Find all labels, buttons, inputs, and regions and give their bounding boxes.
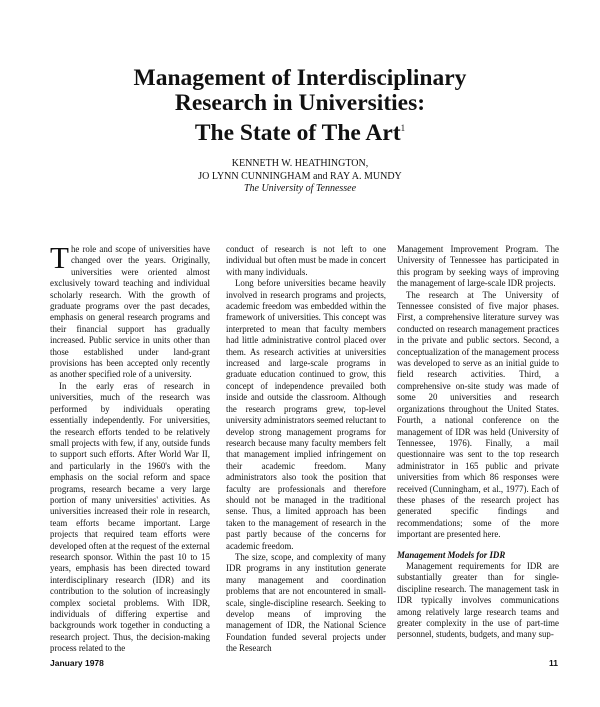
title-line-2: Research in Universities: <box>174 90 426 116</box>
page-number: 11 <box>549 658 558 668</box>
paragraph: Management Improvement Program. The University of Tennessee has participated in this program by seeking ways of improving the management of large-scale IDR projects. <box>397 244 559 289</box>
title-line-1: Management of Interdisciplinary <box>133 65 467 91</box>
footer-date: January 1978 <box>50 658 104 668</box>
section-heading: Management Models for IDR <box>397 549 506 560</box>
article-title <box>100 66 500 146</box>
title-line-3-text: The State of The Art <box>194 119 401 146</box>
paragraph: he role and scope of universities have changed over the years. Originally, universities were oriented almost exclusively toward teaching and individual scholarly research. With the growth of graduate programs over the past decades, emphasis on general research programs and their financial support has gradually increased. Public service in units other than those established under land-grant provisions has been accepted only recently as another specified role of a university. <box>50 244 210 380</box>
paragraph: The size, scope, and complexity of many IDR programs in any institution generate many management and coordination problems that are not encountered in small-scale, single-discipline research. Seeking to develop means of improving the management of IDR, the National Science Foundation funded several projects under the Research <box>226 551 386 654</box>
paragraph: Long before universities became heavily involved in research programs and projects, academic freedom was embedded within the framework of universities. This concept was interpreted to mean that faculty members had little administrative control placed over them. As research activities at universities increased and large-scale programs in graduate education continued to grow, this concept of independence prevailed both inside and outside the classroom. Although the research programs grew, top-level university administrators seemed reluctant to develop strong management programs for research because many faculty members felt that management implied infringement on their academic freedom. Many administrators also took the position that faculty are professionals and therefore should not be managed in the traditional sense. Thus, a limited approach has been taken to the management of research in the past partly because of the concerns for academic freedom. <box>226 278 386 551</box>
body-column-1 <box>50 240 210 655</box>
author-affiliation: The University of Tennessee <box>243 183 357 194</box>
author-line-2: JO LYNN CUNNINGHAM and RAY A. MUNDY <box>198 170 402 182</box>
author-line-1: KENNETH W. HEATHINGTON, <box>231 158 369 169</box>
author-block <box>120 158 480 196</box>
paragraph: In the early eras of research in universities, much of the research was performed by individuals operating essentially independently. For universities, the research efforts tended to be relatively small projects with few, if any, outside funds to support such efforts. After World War II, and particularly in the 1960's with the emphasis on the social reform and space programs, research became a very large portion of many universities' activities. As universities increased their role in research, team efforts became important. Large projects that required team efforts were developed often at the request of the external research sponsor. Within the past 10 to 15 years, emphasis has been directed toward interdisciplinary research (IDR) and its contribution to the solution of increasingly complex societal problems. With IDR, individuals of differing expertise and backgrounds work together in conducting a research project. Thus, the decision-making process related to the <box>50 380 210 654</box>
body-column-3 <box>397 244 559 641</box>
paragraph: The research at The University of Tennessee consisted of five major phases. First, a comprehensive literature survey was conducted on research management practices in the private and public sectors. Second, a conceptualization of the management process was developed to serve as an initial guide to field research activities. Third, a comprehensive on-site study was made of some 20 universities and research organizations throughout the United States. Fourth, a national conference on the management of IDR was held (University of Tennessee, 1976). Finally, a mail questionnaire was sent to the top research administrator in 165 public and private universities from which 86 responses were received (Cunningham, et al., 1977). Each of these phases of the research project has generated specific findings and recommendations; some of the more important are presented here. <box>397 289 559 540</box>
title-line-3 <box>100 116 500 146</box>
drop-cap: T <box>50 240 69 275</box>
title-footnote-marker: 1 <box>400 123 406 133</box>
paragraph: conduct of research is not left to one individual but often must be made in concert with many individuals. <box>226 244 386 277</box>
paragraph: Management requirements for IDR are substantially greater than for single-discipline research. The management task in IDR typically involves communications among relatively large research teams and greater complexity in the use of part-time personnel, students, budgets, and many sup- <box>397 560 559 640</box>
body-column-2 <box>226 244 386 655</box>
